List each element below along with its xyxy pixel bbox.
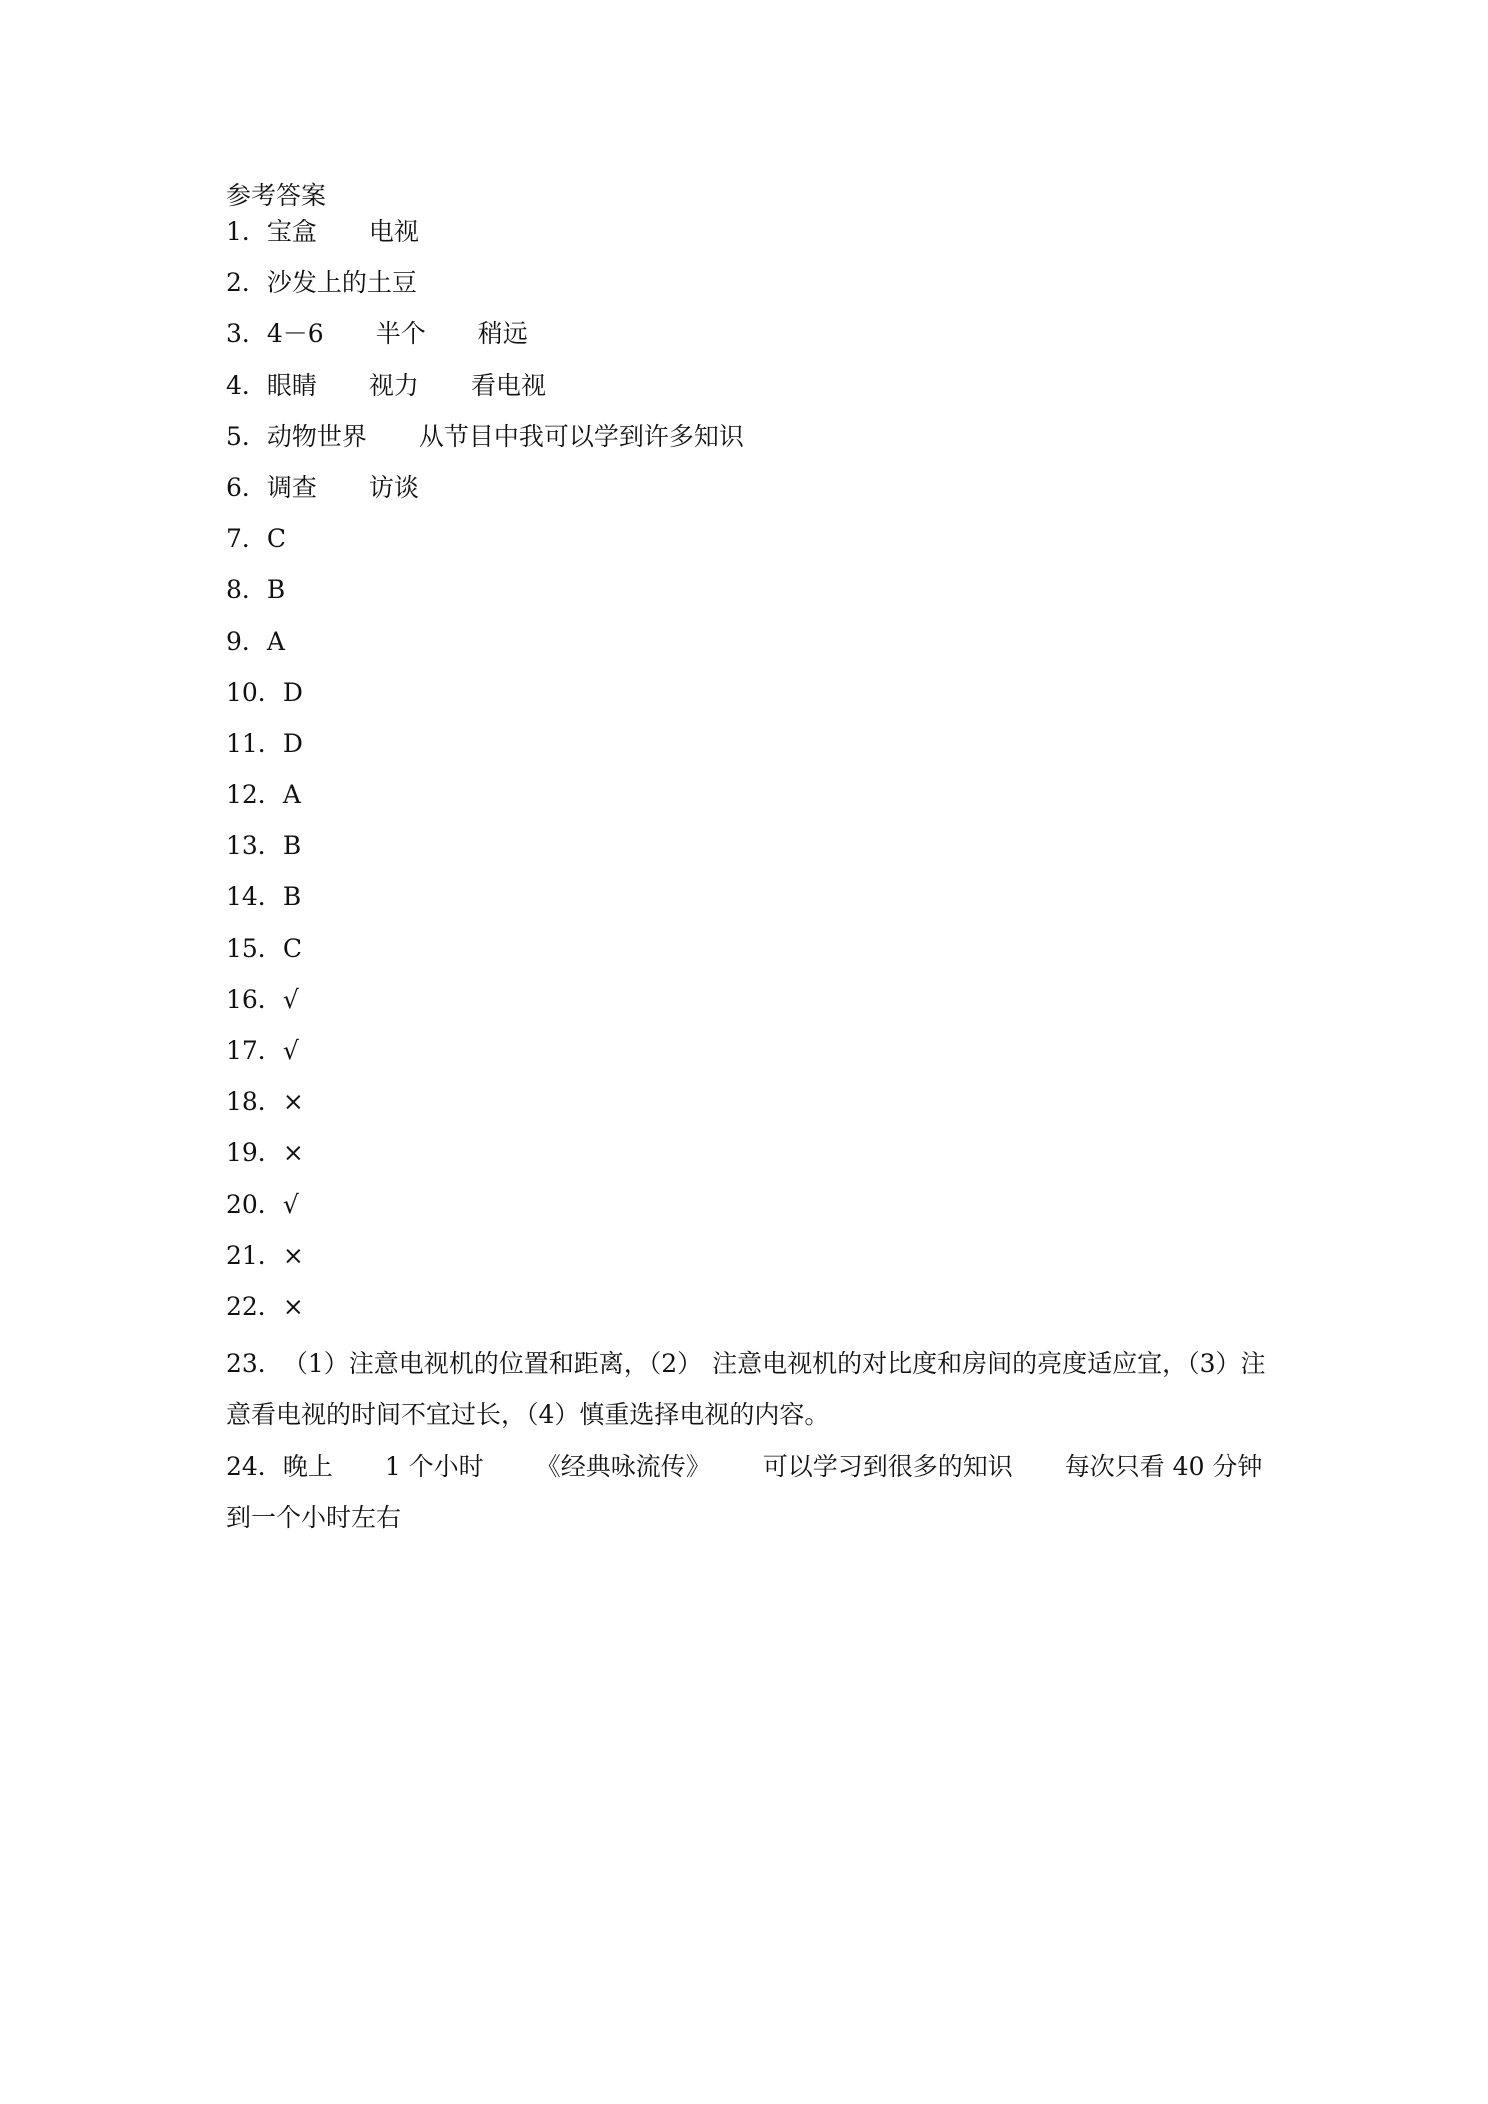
- answer-number: 6．: [226, 472, 267, 502]
- check-mark: √: [282, 984, 299, 1014]
- answer-number: 7．: [226, 524, 267, 554]
- answer-text: 动物世界: [266, 421, 367, 451]
- answer-text: A: [266, 626, 285, 656]
- answer-number: 23．: [226, 1349, 283, 1379]
- answer-number: 10．: [226, 677, 283, 707]
- answer-item-16: [226, 980, 1266, 1031]
- answer-item-6: [226, 468, 1266, 519]
- answer-text: 从节目中我可以学到许多知识: [418, 421, 744, 451]
- answer-item-11: [226, 724, 1266, 775]
- answer-text: B: [282, 831, 302, 861]
- answer-list: [226, 212, 1266, 1543]
- answer-text: 半个: [375, 319, 426, 349]
- check-mark: √: [282, 1036, 299, 1065]
- answer-text: 稍远: [477, 319, 528, 349]
- answer-number: 5．: [226, 421, 267, 451]
- check-mark: √: [282, 1189, 299, 1219]
- answer-item-12: [226, 775, 1266, 826]
- answer-item-8: [226, 570, 1266, 621]
- answer-text: C: [282, 933, 302, 963]
- answer-item-14: [226, 877, 1266, 928]
- answer-number: 3．: [226, 319, 267, 349]
- answer-text: 注意电视机的对比度和房间的亮度适应宜，（3）注意看电视的时间不宜过长，（4）慎重选择电视的内容。: [226, 1349, 1266, 1430]
- answer-number: 15．: [226, 933, 283, 963]
- answer-number: 9．: [226, 626, 267, 656]
- answer-text: 访谈: [368, 472, 419, 502]
- answer-text: 1 个小时: [384, 1451, 484, 1481]
- page-title: 参考答案: [226, 181, 327, 210]
- answer-text: 眼睛: [266, 370, 317, 400]
- answer-number: 12．: [226, 780, 283, 810]
- answer-text: 沙发上的土豆: [266, 268, 417, 298]
- answer-text: 电视: [368, 217, 419, 246]
- answer-number: 11．: [226, 728, 283, 758]
- answer-text: 可以学习到很多的知识: [762, 1451, 1013, 1481]
- answer-item-17: [226, 1031, 1266, 1082]
- answer-text: 宝盒: [266, 217, 317, 246]
- answer-item-2: [226, 263, 1266, 314]
- answer-item-7: [226, 519, 1266, 570]
- answer-item-13: [226, 826, 1266, 877]
- answer-item-21: [226, 1236, 1266, 1287]
- answer-number: 18．: [226, 1087, 283, 1117]
- answer-text: （1）注意电视机的位置和距离，（2）: [282, 1349, 703, 1379]
- answer-number: 16．: [226, 984, 283, 1014]
- answer-text: 晚上: [282, 1451, 333, 1481]
- answer-item-1: [226, 212, 1266, 263]
- answer-text: 视力: [368, 370, 419, 400]
- answer-item-5: [226, 417, 1266, 468]
- answer-item-19: [226, 1133, 1266, 1184]
- answer-number: 13．: [226, 831, 283, 861]
- answer-text: 每次只看 40 分钟到一个小时左右: [226, 1451, 1263, 1532]
- answer-item-9: [226, 622, 1266, 673]
- answer-number: 14．: [226, 882, 283, 912]
- answer-text: 调查: [266, 472, 317, 502]
- answer-number: 22．: [226, 1291, 283, 1321]
- answer-number: 4．: [226, 370, 267, 400]
- answer-item-18: [226, 1082, 1266, 1133]
- answer-text: B: [282, 882, 302, 912]
- answer-item-15: [226, 929, 1266, 980]
- answer-number: 17．: [226, 1036, 283, 1065]
- answer-item-24: [226, 1441, 1266, 1543]
- answer-number: 8．: [226, 575, 267, 605]
- answer-item-23: [226, 1338, 1266, 1440]
- answer-number: 24．: [226, 1451, 283, 1481]
- answer-text: A: [282, 780, 301, 810]
- answer-text: D: [282, 728, 303, 758]
- cross-mark: ×: [282, 1087, 304, 1117]
- answer-text: B: [266, 575, 286, 605]
- cross-mark: ×: [282, 1240, 304, 1270]
- cross-mark: ×: [282, 1291, 304, 1321]
- cross-mark: ×: [282, 1138, 304, 1168]
- answer-number: 21．: [226, 1240, 283, 1270]
- answer-item-20: [226, 1185, 1266, 1236]
- answer-text: 看电视: [470, 370, 546, 400]
- answer-text: D: [282, 677, 303, 707]
- answer-number: 19．: [226, 1138, 283, 1168]
- answer-text: 4－6: [266, 319, 324, 349]
- answer-item-22: [226, 1287, 1266, 1338]
- answer-number: 1．: [226, 217, 267, 246]
- answer-item-10: [226, 673, 1266, 724]
- answer-item-4: [226, 366, 1266, 417]
- answer-item-3: [226, 314, 1266, 365]
- answer-text: C: [266, 524, 287, 554]
- answer-number: 20．: [226, 1189, 283, 1219]
- answer-text: 《经典咏流传》: [535, 1451, 711, 1481]
- answer-number: 2．: [226, 268, 267, 298]
